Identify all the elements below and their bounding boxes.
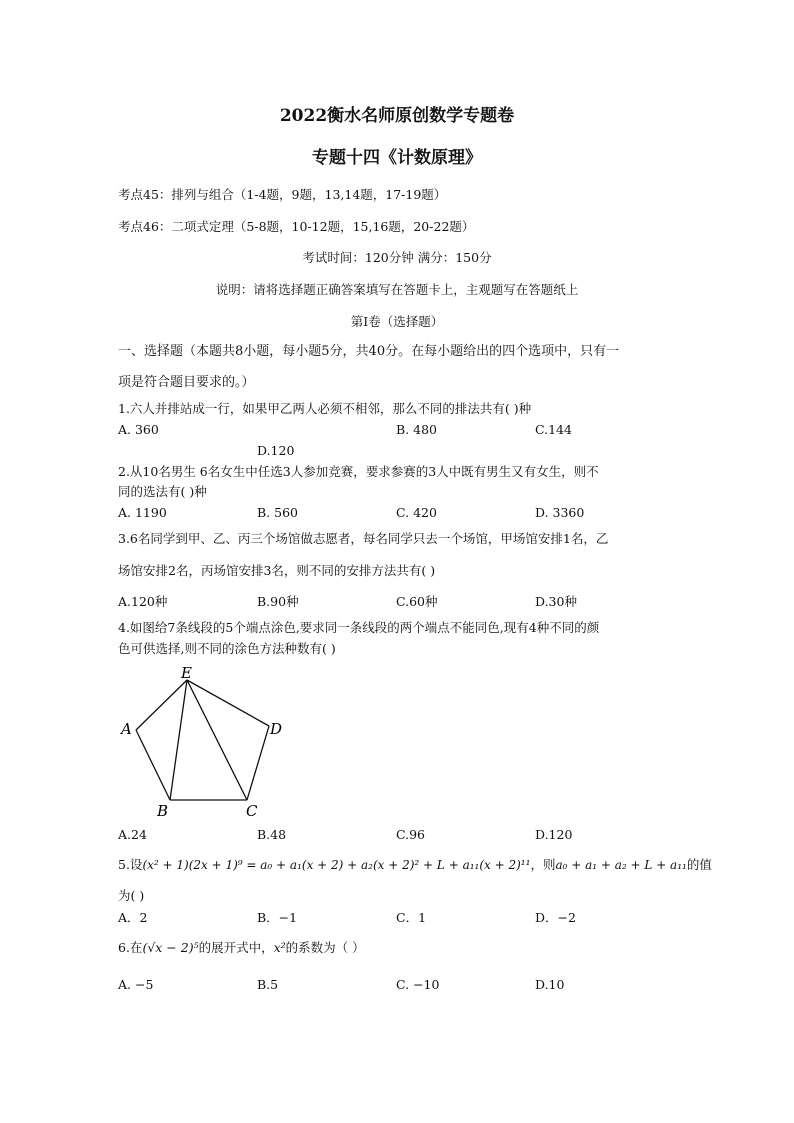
segment-ea: [136, 680, 187, 730]
q1-option-a: A. 360: [118, 422, 159, 437]
q5-option-c: C．1: [396, 910, 427, 925]
q1-option-d: D.120: [257, 443, 295, 458]
q5-tail: 的值: [686, 857, 712, 872]
q5-option-b: B．−1: [257, 910, 298, 925]
vertex-label-a: A: [121, 720, 132, 738]
q2-option-d: D. 3360: [535, 505, 585, 520]
q6-tail: 的系数为（ ）: [285, 940, 365, 955]
q6-stem: [118, 940, 365, 956]
volume-heading: 第I卷（选择题）: [350, 314, 444, 329]
segment-eb: [170, 680, 187, 800]
q4-option-d: D.120: [535, 827, 573, 842]
q2-option-a: A. 1190: [118, 505, 167, 520]
q4-stem-line1: 4.如图给7条线段的5个端点涂色,要求同一条线段的两个端点不能同色,现有4种不同的颜: [118, 620, 600, 635]
segment-de: [187, 680, 269, 726]
segment-cd: [247, 726, 269, 800]
q3-option-b: B.90种: [257, 594, 299, 609]
q4-option-a: A.24: [118, 827, 147, 842]
vertex-label-c: C: [246, 802, 258, 820]
vertex-label-b: B: [157, 802, 169, 820]
q4-option-c: C.96: [396, 827, 425, 842]
q5-mid: ，则: [530, 857, 556, 872]
q6-option-c: C. −10: [396, 977, 440, 992]
q3-option-c: C.60种: [396, 594, 438, 609]
vertex-label-d: D: [270, 720, 283, 738]
q4-option-b: B.48: [257, 827, 287, 842]
q2-stem-line1: 2.从10名男生 6名女生中任选3人参加竞赛，要求参赛的3人中既有男生又有女生，则不: [118, 464, 599, 479]
exam-info: 考试时间：120分钟 满分：150分: [302, 250, 492, 265]
q1-option-b: B. 480: [396, 422, 437, 437]
q2-option-b: B. 560: [257, 505, 298, 520]
q6-term: x²: [273, 940, 286, 955]
q5-stem-line1: [118, 857, 712, 873]
q3-option-a: A.120种: [118, 594, 168, 609]
segment-ec: [187, 680, 247, 800]
pentagon-figure: [112, 662, 302, 820]
q6-binomial: (√x − 2)⁵: [142, 940, 199, 955]
exam-subtitle: 专题十四《计数原理》: [312, 148, 482, 168]
q2-stem-line2: 同的选法有( )种: [118, 484, 207, 499]
q5-lead: 5.设: [118, 857, 143, 872]
q1-stem: 1.六人并排站成一行，如果甲乙两人必须不相邻，那么不同的排法共有( )种: [118, 401, 532, 416]
topic-point-45: 考点45：排列与组合（1-4题，9题，13,14题，17-19题）: [118, 187, 447, 202]
q6-option-a: A. −5: [118, 977, 154, 992]
q5-option-d: D．−2: [535, 910, 576, 925]
q5-sum: a₀ + a₁ + a₂ + L + a₁₁: [555, 858, 687, 872]
q3-option-d: D.30种: [535, 594, 577, 609]
q5-expansion: (x² + 1)(2x + 1)⁹ = a₀ + a₁(x + 2) + a₂(x + 2)² + L + a₁₁(x + 2)¹¹: [142, 858, 531, 872]
q6-option-b: B.5: [257, 977, 279, 992]
vertex-label-e: E: [181, 664, 192, 682]
q6-lead: 6.在: [118, 940, 143, 955]
q3-stem-line2: 场馆安排2名，丙场馆安排3名，则不同的安排方法共有( ): [118, 563, 436, 578]
topic-point-46: 考点46：二项式定理（5-8题，10-12题，15,16题，20-22题）: [118, 219, 475, 234]
segment-ab: [136, 730, 170, 800]
section-intro-line2: 项是符合题目要求的。）: [118, 375, 255, 390]
q5-option-a: A．2: [118, 910, 148, 925]
instructions-note: 说明：请将选择题正确答案填写在答题卡上，主观题写在答题纸上: [215, 282, 579, 297]
q6-option-d: D.10: [535, 977, 565, 992]
q5-stem-line2: 为( ): [118, 888, 145, 903]
q1-option-c: C.144: [535, 422, 572, 437]
exam-title: 2022衡水名师原创数学专题卷: [279, 106, 515, 126]
q6-mid: 的展开式中，: [198, 940, 274, 955]
q3-stem-line1: 3.6名同学到甲、乙、丙三个场馆做志愿者，每名同学只去一个场馆，甲场馆安排1名，乙: [118, 531, 609, 546]
section-intro-line1: 一、选择题（本题共8小题，每小题5分，共40分。在每小题给出的四个选项中，只有一: [118, 344, 620, 359]
q2-option-c: C. 420: [396, 505, 437, 520]
q4-stem-line2: 色可供选择,则不同的涂色方法种数有( ): [118, 641, 336, 656]
